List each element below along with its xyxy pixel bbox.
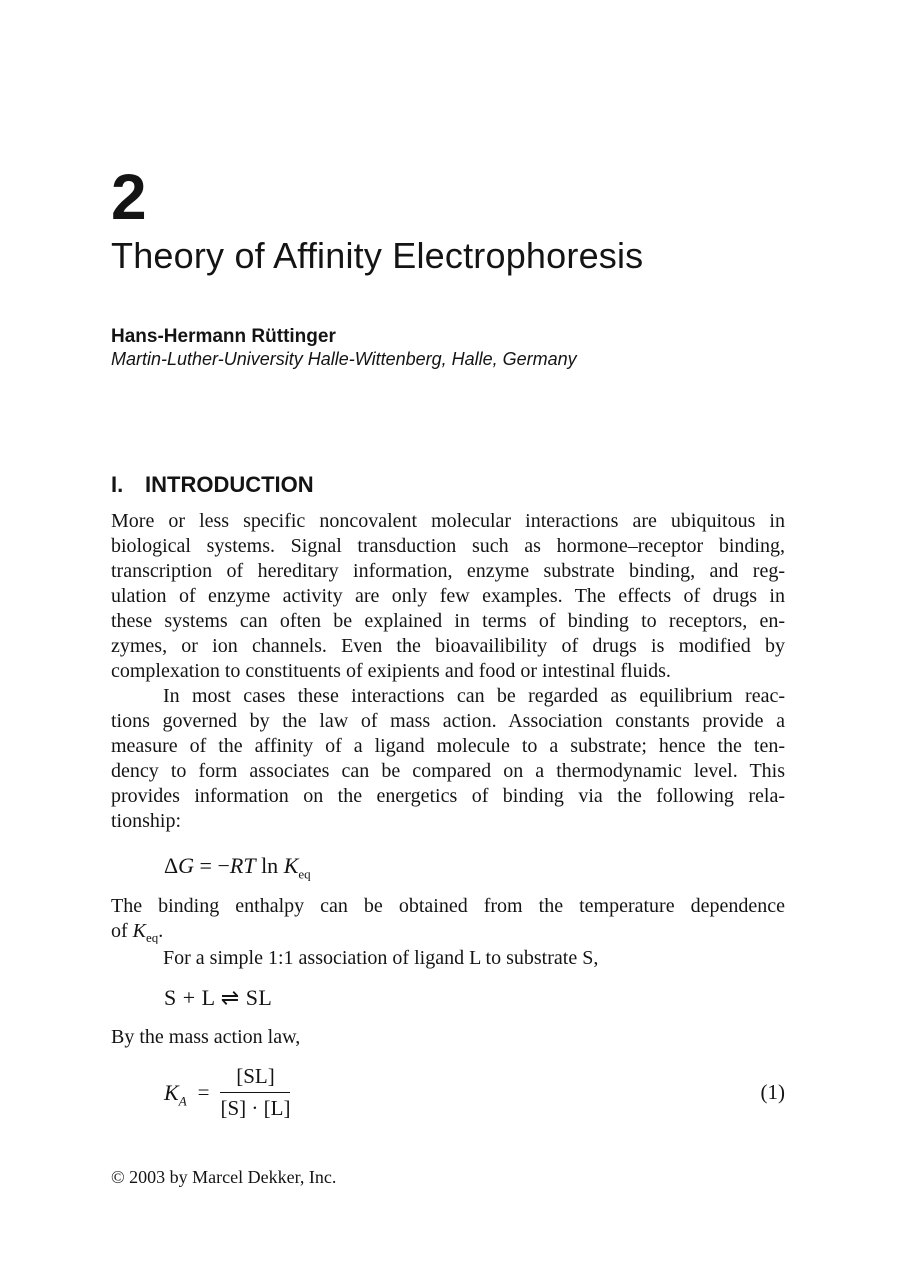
keq-line: of $K_{eq}$. xyxy=(111,920,164,944)
delta-symbol: Δ xyxy=(164,853,179,878)
subscript-a: A xyxy=(178,1092,187,1108)
ka-symbol: $K_A$ xyxy=(164,1079,187,1108)
text-line: complexation to constituents of exipients and food or intestinal fluids. xyxy=(111,660,671,682)
text-line: zymes, or ion channels. Even the bioavailibility of drugs is modified by xyxy=(111,635,785,657)
subscript-eq: eq xyxy=(146,930,159,944)
equation-number: (1) xyxy=(760,1080,785,1104)
equation-gibbs-energy: ΔG = −RT $\ln K_{eq}$ xyxy=(164,853,311,882)
text-line: The binding enthalpy can be obtained from the temperature dependence xyxy=(111,895,785,917)
equation-ka xyxy=(111,1063,785,1122)
section-heading xyxy=(111,473,785,497)
text-line: In most cases these interactions can be regarded as equilibrium reac- xyxy=(163,685,785,707)
chapter-number: 2 xyxy=(111,161,147,233)
text-line: these systems can often be explained in terms of binding to receptors, en- xyxy=(111,610,785,632)
author-affiliation: Martin-Luther-University Halle-Wittenberg, Halle, Germany xyxy=(111,349,577,369)
paragraph-3 xyxy=(111,894,785,944)
chapter-title: Theory of Affinity Electrophoresis xyxy=(111,235,644,276)
text-line: tionship: xyxy=(111,810,182,832)
paragraph-2 xyxy=(111,684,785,834)
section-title: INTRODUCTION xyxy=(145,472,314,497)
footer-copyright: © 2003 by Marcel Dekker, Inc. xyxy=(111,1167,337,1187)
section-numeral: I. xyxy=(111,472,124,497)
text-line: ulation of enzyme activity are only few examples. The effects of drugs in xyxy=(111,585,785,607)
text-line: provides information on the energetics of binding via the following rela- xyxy=(111,785,785,807)
text-line: More or less specific noncovalent molecular interactions are ubiquitous in xyxy=(111,510,785,532)
text-line: tions governed by the law of mass action. Association constants provide a xyxy=(111,710,785,732)
fraction-numerator: [SL] xyxy=(220,1063,290,1093)
subscript-eq: eq xyxy=(298,866,311,882)
equals-sign: = xyxy=(197,1080,210,1104)
mass-action-line: By the mass action law, xyxy=(111,1026,301,1048)
text-line: biological systems. Signal transduction such as hormone–receptor binding, xyxy=(111,535,785,557)
text-line: transcription of hereditary information, enzyme substrate binding, and reg- xyxy=(111,560,785,582)
fraction xyxy=(220,1063,290,1122)
text-line: measure of the affinity of a ligand molecule to a substrate; hence the ten- xyxy=(111,735,785,757)
text-line: dency to form associates can be compared on a thermodynamic level. This xyxy=(111,760,785,782)
equation-reaction: S + L ⇌ SL xyxy=(164,985,273,1010)
fraction-denominator: [S] · [L] xyxy=(220,1096,291,1120)
author-name: Hans-Hermann Rüttinger xyxy=(111,326,336,347)
simple-association-line: For a simple 1:1 association of ligand L to substrate S, xyxy=(163,947,599,969)
paragraph-1 xyxy=(111,509,785,684)
